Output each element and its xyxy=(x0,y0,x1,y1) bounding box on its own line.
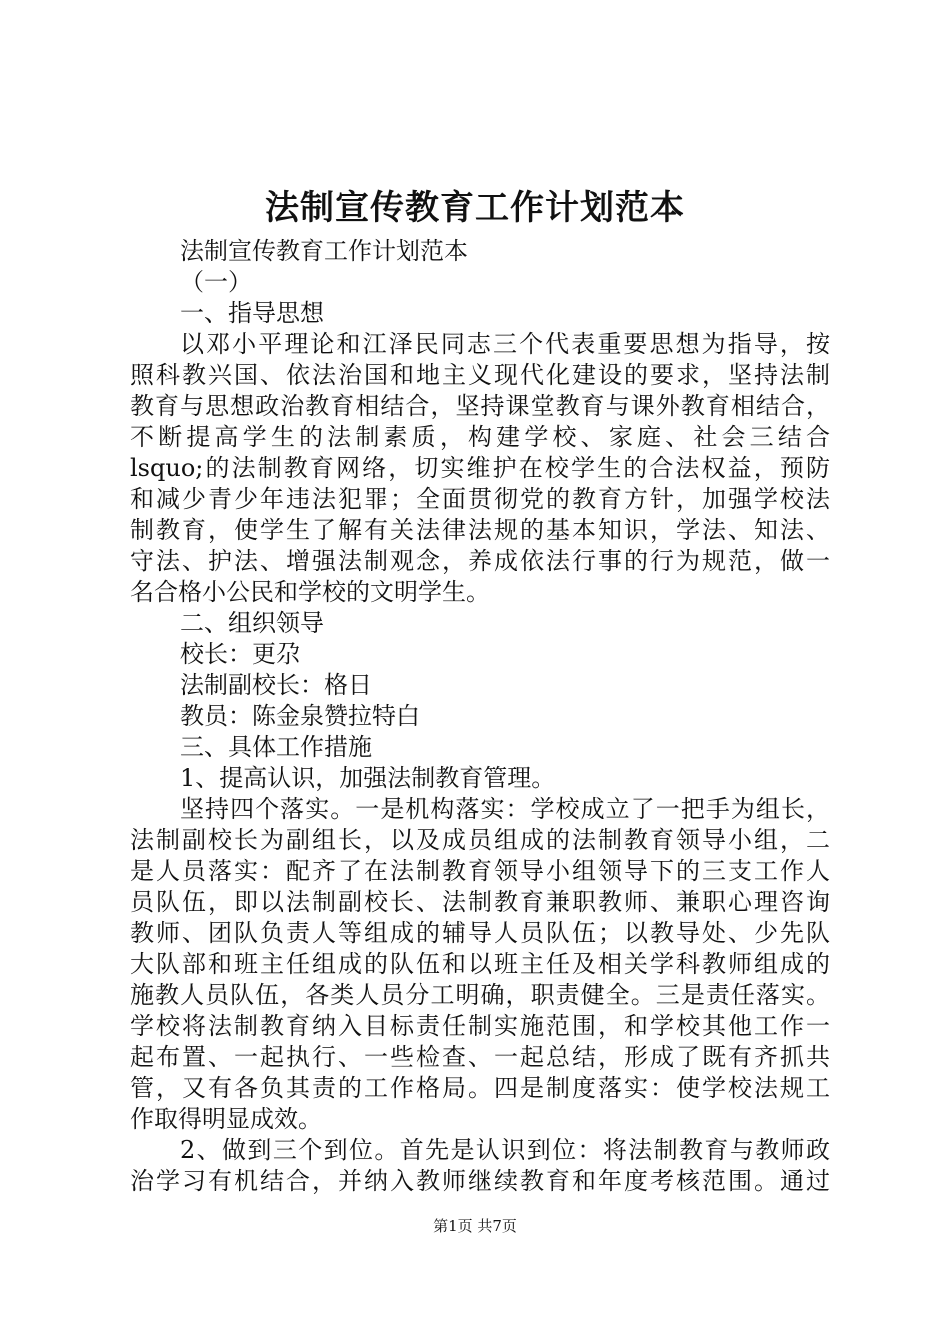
paragraph-line: 教育与思想政治教育相结合，坚持课堂教育与课外教育相结合， xyxy=(130,392,830,420)
paragraph-line: 以邓小平理论和江泽民同志三个代表重要思想为指导，按 xyxy=(180,330,830,358)
paragraph-line: 守法、护法、增强法制观念，养成依法行事的行为规范，做一 xyxy=(130,547,830,575)
paragraph-line: lsquo;的法制教育网络，切实维护在校学生的合法权益，预防 xyxy=(130,454,830,482)
paragraph-line: 和减少青少年违法犯罪；全面贯彻党的教育方针，加强学校法 xyxy=(130,485,830,513)
paragraph-line: 法制副校长为副组长，以及成员组成的法制教育领导小组，二 xyxy=(130,826,830,854)
paragraph-line: 法制宣传教育工作计划范本 xyxy=(180,237,468,265)
paragraph-line: 作取得明显成效。 xyxy=(130,1105,322,1133)
paragraph-line: 名合格小公民和学校的文明学生。 xyxy=(130,578,490,606)
paragraph-line: 是人员落实：配齐了在法制教育领导小组领导下的三支工作人 xyxy=(130,857,830,885)
paragraph-line: 员队伍，即以法制副校长、法制教育兼职教师、兼职心理咨询 xyxy=(130,888,830,916)
paragraph-line: （一） xyxy=(180,268,252,296)
paragraph-line: 教员：陈金泉赞拉特白 xyxy=(180,702,420,730)
paragraph-line: 管，又有各负其责的工作格局。四是制度落实：使学校法规工 xyxy=(130,1074,830,1102)
paragraph-line: 法制副校长：格日 xyxy=(180,671,372,699)
paragraph-line: 一、指导思想 xyxy=(180,299,324,327)
document-body xyxy=(130,236,830,1197)
paragraph-line: 不断提高学生的法制素质，构建学校、家庭、社会三结合 xyxy=(130,423,830,451)
paragraph-line: 校长：更尕 xyxy=(180,640,300,668)
paragraph-line: 制教育，使学生了解有关法律法规的基本知识，学法、知法、 xyxy=(130,516,830,544)
paragraph-line: 1、提高认识，加强法制教育管理。 xyxy=(180,764,556,792)
paragraph-line: 大队部和班主任组成的队伍和以班主任及相关学科教师组成的 xyxy=(130,950,830,978)
paragraph-line: 教师、团队负责人等组成的辅导人员队伍；以教导处、少先队 xyxy=(130,919,830,947)
document-title: 法制宣传教育工作计划范本 xyxy=(265,188,685,228)
page-footer: 第1页 共7页 xyxy=(433,1217,517,1235)
paragraph-line: 二、组织领导 xyxy=(180,609,324,637)
paragraph-line: 2、做到三个到位。首先是认识到位：将法制教育与教师政 xyxy=(180,1136,830,1164)
paragraph-line: 起布置、一起执行、一些检查、一起总结，形成了既有齐抓共 xyxy=(130,1043,830,1071)
paragraph-line: 坚持四个落实。一是机构落实：学校成立了一把手为组长， xyxy=(180,795,830,823)
paragraph-line: 治学习有机结合，并纳入教师继续教育和年度考核范围。通过 xyxy=(130,1167,830,1195)
paragraph-line: 学校将法制教育纳入目标责任制实施范围，和学校其他工作一 xyxy=(130,1012,830,1040)
paragraph-line: 施教人员队伍，各类人员分工明确，职责健全。三是责任落实。 xyxy=(130,981,830,1009)
paragraph-line: 照科教兴国、依法治国和地主义现代化建设的要求，坚持法制 xyxy=(130,361,830,389)
paragraph-line: 三、具体工作措施 xyxy=(180,733,372,761)
